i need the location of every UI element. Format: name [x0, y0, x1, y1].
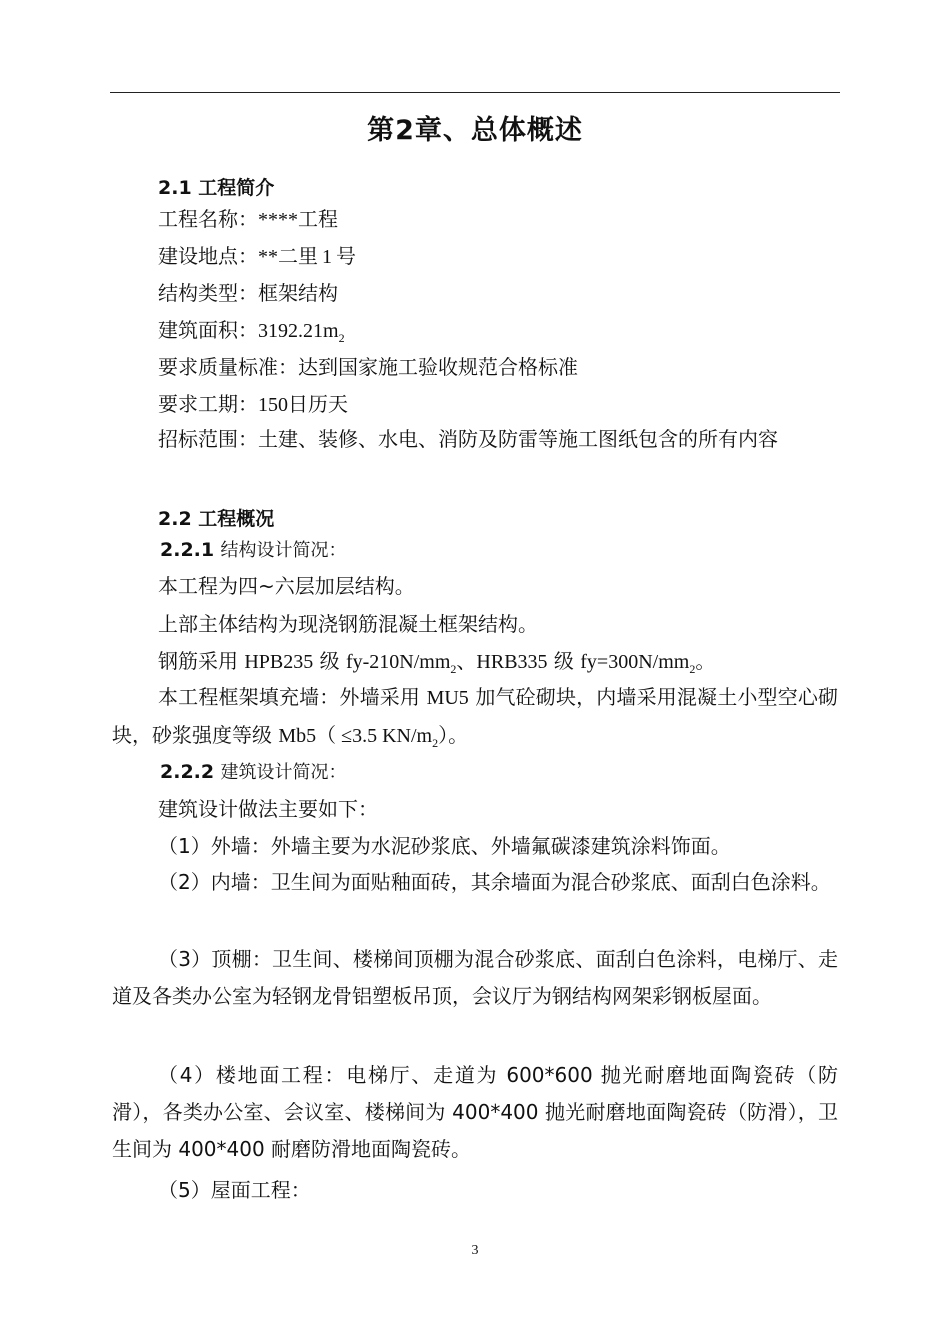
period-line [158, 390, 348, 419]
structure-type-line: 结构类型：框架结构 [158, 281, 338, 305]
subsection-number-2: 2.2.2 [160, 761, 215, 783]
rebar-strength-1: fy-210N/mm [345, 651, 451, 673]
rebar-text-c: 级 [313, 649, 346, 673]
rebar-sub-2: 2 [689, 662, 696, 676]
header-rule [110, 92, 840, 93]
paragraph-main-structure: 上部主体结构为现浇钢筋混凝土框架结构。 [158, 612, 538, 636]
paragraph-ceiling: （3）顶棚：卫生间、楼梯间顶棚为混合砂浆底、面刮白色涂料，电梯厅、走道及各类办公室为轻钢龙骨铝塑板吊顶，会议厅为钢结构网架彩钢板屋面。 [112, 947, 838, 1008]
site-line [158, 242, 356, 271]
rebar-text-g: 级 [547, 649, 581, 673]
subsection-title-2: 建筑设计简况： [220, 762, 347, 783]
rebar-sub-1: 2 [450, 662, 457, 676]
chapter-title: 第2章、总体概述 [367, 115, 583, 146]
project-name-label: 工程名称： [158, 207, 258, 231]
rebar-text-e: 、 [456, 649, 477, 673]
site-num: 1 [322, 246, 332, 268]
infill-sub: 2 [432, 736, 439, 750]
scope-paragraph: 招标范围：土建、装修、水电、消防及防雷等施工图纸包含的所有内容 [158, 427, 778, 451]
site-mid: 二里 [278, 244, 318, 268]
section-heading-2-1: 2.1 工程简介 [158, 177, 275, 199]
site-value: ** [258, 246, 278, 268]
area-value: 3192.21m [258, 320, 339, 342]
area-line [158, 316, 345, 352]
infill-mortar-grade: Mb5（ ≤3.5 KN/m [278, 725, 433, 747]
paragraph-floors: 本工程为四~六层加层结构。 [158, 574, 415, 598]
rebar-text-a: 钢筋采用 [158, 649, 245, 673]
site-label: 建设地点： [158, 244, 258, 268]
quality-line: 要求质量标准：达到国家施工验收规范合格标准 [158, 355, 578, 379]
project-name-line [158, 205, 338, 234]
period-suffix: 日历天 [288, 392, 348, 416]
subsection-heading-2-2-2 [160, 757, 346, 787]
section-heading-2-2: 2.2 工程概况 [158, 508, 275, 530]
page-number: 3 [471, 1243, 479, 1258]
infill-text-a: 本工程框架填充墙：外墙采用 [158, 685, 427, 709]
period-value: 150 [258, 394, 288, 416]
paragraph-arch-intro: 建筑设计做法主要如下： [158, 797, 378, 821]
site-suffix: 号 [336, 244, 356, 268]
paragraph-roof: （5）屋面工程： [158, 1178, 311, 1202]
period-label: 要求工期： [158, 392, 258, 416]
subsection-title: 结构设计简况： [220, 540, 347, 561]
project-name-suffix: 工程 [298, 207, 338, 231]
rebar-grade-2: HRB335 [476, 651, 548, 673]
area-label: 建筑面积： [158, 318, 258, 342]
paragraph-exterior-wall: （1）外墙：外墙主要为水泥砂浆底、外墙氟碳漆建筑涂料饰面。 [158, 834, 731, 858]
project-name-value: **** [258, 209, 298, 231]
infill-block-grade: MU5 [426, 687, 469, 709]
subsection-heading-2-2-1 [160, 535, 346, 565]
area-sub: 2 [338, 331, 345, 345]
paragraph-infill-wall [112, 679, 838, 762]
rebar-strength-2: fy=300N/mm [580, 651, 690, 673]
paragraph-interior-wall: （2）内墙：卫生间为面贴釉面砖，其余墙面为混合砂浆底、面刮白色涂料。 [158, 870, 831, 894]
rebar-grade-1: HPB235 [244, 651, 314, 673]
infill-text-c: 加气砼砌块，内墙采用混凝土小型空心砌块，砂浆强度等级 [112, 685, 839, 747]
paragraph-rebar [158, 647, 715, 683]
infill-text-e: ）。 [438, 723, 469, 747]
rebar-text-i: 。 [695, 649, 716, 673]
paragraph-floor: （4）楼地面工程：电梯厅、走道为 600*600 抛光耐磨地面陶瓷砖（防滑），各类办公室、会议室、楼梯间为 400*400 抛光耐磨地面陶瓷砖（防滑），卫生间为 400*400 耐磨防滑地面陶瓷砖。 [112, 1063, 838, 1161]
subsection-number: 2.2.1 [160, 539, 215, 561]
